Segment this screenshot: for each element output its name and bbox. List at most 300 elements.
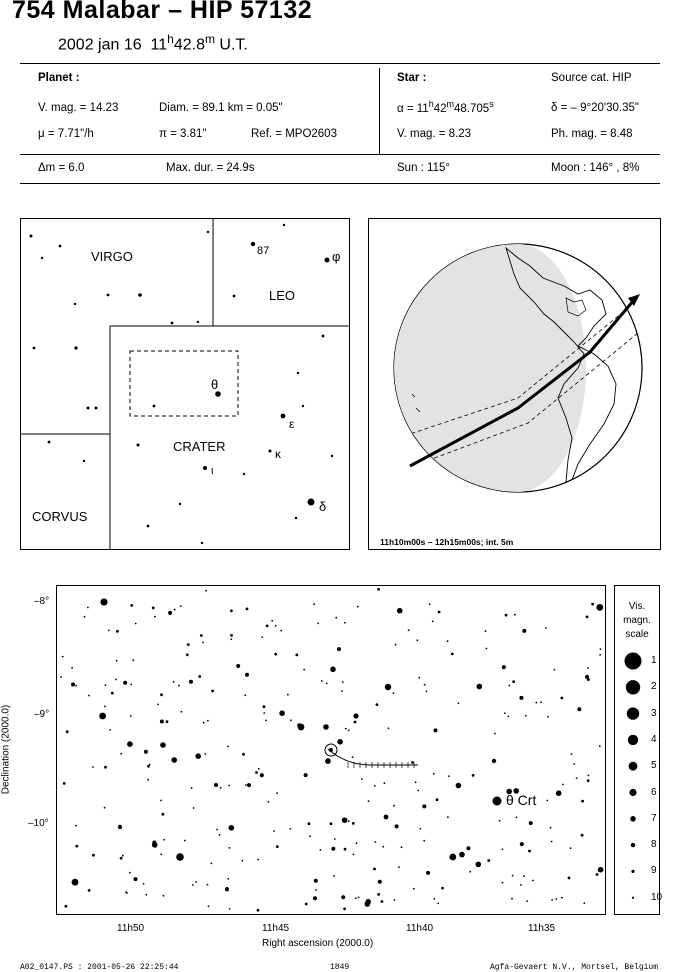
field-star xyxy=(129,872,131,874)
field-star xyxy=(348,820,350,822)
map-star xyxy=(302,405,304,407)
field-star xyxy=(207,720,209,722)
field-star xyxy=(276,792,278,794)
field-star xyxy=(469,871,471,873)
field-star xyxy=(330,667,336,673)
field-star xyxy=(516,816,518,818)
field-star xyxy=(476,862,482,868)
field-star xyxy=(75,685,77,687)
field-star xyxy=(357,606,359,608)
field-star xyxy=(384,782,386,784)
field-star xyxy=(394,899,396,901)
planet-diameter: Diam. = 89.1 km = 0.05" xyxy=(159,102,283,114)
field-star xyxy=(437,903,439,905)
magnitude-level-label: 5 xyxy=(651,760,657,772)
field-star xyxy=(104,705,106,707)
field-star xyxy=(166,720,169,723)
field-star xyxy=(587,678,590,681)
field-star xyxy=(587,775,589,777)
field-star xyxy=(135,623,137,625)
field-star xyxy=(246,608,249,611)
star-phmag: Ph. mag. = 8.48 xyxy=(551,128,633,140)
field-star xyxy=(331,847,335,851)
field-star xyxy=(343,907,346,910)
field-star xyxy=(276,845,279,848)
field-star xyxy=(382,846,384,848)
bright-star xyxy=(176,853,184,861)
y-tick-1: –8° xyxy=(34,596,50,607)
magnitude-dot-5 xyxy=(629,762,638,771)
label-corvus: CORVUS xyxy=(32,509,88,524)
field-star xyxy=(436,798,439,801)
field-star xyxy=(341,690,343,692)
star-chart xyxy=(56,585,606,915)
field-star xyxy=(502,882,504,884)
field-star xyxy=(600,648,602,650)
field-star xyxy=(65,905,68,908)
magnitude-dot-4 xyxy=(628,735,638,745)
map-star xyxy=(74,346,77,349)
field-star xyxy=(381,900,384,903)
field-star xyxy=(342,681,344,683)
field-star xyxy=(341,895,345,899)
field-star xyxy=(554,669,556,671)
ra-minutes-unit: m xyxy=(446,99,455,109)
field-star xyxy=(75,845,78,848)
field-star xyxy=(342,817,348,823)
field-star xyxy=(502,665,506,669)
field-star xyxy=(280,630,282,632)
map-star xyxy=(243,473,245,475)
field-star xyxy=(415,781,417,783)
field-star xyxy=(573,763,575,765)
map-star xyxy=(153,405,156,408)
field-star xyxy=(523,875,525,877)
field-star xyxy=(377,588,380,591)
field-star xyxy=(511,898,513,900)
field-star xyxy=(120,753,122,755)
field-star xyxy=(263,712,265,714)
field-star xyxy=(261,636,263,638)
map-star xyxy=(83,460,85,462)
field-star xyxy=(105,684,107,686)
x-tick-1: 11h50 xyxy=(117,923,145,934)
field-star xyxy=(219,834,221,836)
map-star xyxy=(308,499,315,506)
planet-motion: μ = 7.71"/h xyxy=(38,128,94,140)
field-star xyxy=(358,897,360,899)
field-star xyxy=(368,800,370,802)
field-star xyxy=(502,849,504,851)
max-duration: Max. dur. = 24.9s xyxy=(166,162,255,174)
field-star xyxy=(393,692,395,694)
field-star xyxy=(154,616,156,618)
field-star xyxy=(257,909,260,912)
field-star xyxy=(258,768,260,770)
field-star xyxy=(529,821,533,825)
map-star xyxy=(33,347,36,350)
field-star xyxy=(314,879,318,883)
field-star xyxy=(512,875,514,877)
field-star xyxy=(308,822,311,825)
field-star xyxy=(127,741,133,747)
field-star xyxy=(330,822,333,825)
field-star xyxy=(344,848,347,851)
chart-field-box xyxy=(130,351,238,416)
bright-star xyxy=(353,713,358,718)
field-star xyxy=(245,784,247,786)
field-star xyxy=(486,648,488,650)
field-star xyxy=(441,887,444,890)
field-star xyxy=(205,590,207,592)
event-hour: 11 xyxy=(150,36,168,54)
field-star xyxy=(271,620,273,622)
field-star xyxy=(438,611,441,614)
map-star xyxy=(201,542,203,544)
field-star xyxy=(599,745,601,747)
field-star xyxy=(287,694,289,696)
magnitude-dot-3 xyxy=(627,707,639,719)
field-star xyxy=(352,756,354,758)
magnitude-dot-10 xyxy=(632,897,634,899)
field-star xyxy=(333,875,335,877)
field-star xyxy=(303,669,305,671)
x-tick-2: 11h45 xyxy=(262,923,290,934)
field-star xyxy=(570,847,572,849)
magnitude-dot-6 xyxy=(629,789,636,796)
field-star xyxy=(84,616,86,618)
footer-publisher: Agfa-Gevaert N.V., Mortsel, Belgium xyxy=(490,963,659,972)
field-star xyxy=(111,692,114,695)
field-star xyxy=(160,693,163,696)
field-star xyxy=(598,867,604,873)
field-star xyxy=(449,854,456,861)
constellation-map-graphic xyxy=(20,218,350,550)
field-star xyxy=(195,753,201,759)
field-star xyxy=(365,901,371,907)
field-star xyxy=(257,859,259,861)
field-star xyxy=(104,766,107,769)
field-star xyxy=(75,825,77,827)
magnitude-dot-1 xyxy=(625,653,642,670)
field-star xyxy=(487,859,490,862)
field-star xyxy=(393,805,395,807)
field-star xyxy=(551,841,553,843)
field-star xyxy=(255,771,258,774)
star-declination: δ = – 9°20'30.35" xyxy=(551,102,639,114)
field-star xyxy=(265,720,267,722)
magnitude-dot-9 xyxy=(631,870,634,873)
field-star xyxy=(220,787,222,789)
magnitude-level-label: 6 xyxy=(651,786,657,798)
scale-title-line3: scale xyxy=(625,629,649,640)
constellation-map xyxy=(20,218,350,550)
field-star xyxy=(132,659,134,661)
field-star xyxy=(304,773,308,777)
field-star xyxy=(126,892,128,894)
field-star xyxy=(550,827,552,829)
table-column-divider xyxy=(379,68,380,154)
field-star xyxy=(160,720,164,724)
field-star xyxy=(315,889,317,891)
field-star xyxy=(191,787,193,789)
field-star xyxy=(344,622,346,624)
field-star xyxy=(116,630,119,633)
field-star xyxy=(512,680,515,683)
label-phi: φ xyxy=(332,249,341,264)
field-star xyxy=(547,716,549,718)
x-tick-4: 11h35 xyxy=(528,923,556,934)
field-star xyxy=(334,838,336,840)
field-star xyxy=(545,627,547,629)
magnitude-level-label: 1 xyxy=(651,655,657,666)
constellation-stars xyxy=(30,224,334,544)
field-star xyxy=(348,729,350,731)
field-star xyxy=(526,900,528,902)
field-star xyxy=(295,654,298,657)
field-star xyxy=(273,830,275,832)
field-star xyxy=(130,604,133,607)
field-star xyxy=(432,621,434,623)
field-star xyxy=(535,702,537,704)
map-star xyxy=(297,372,299,374)
field-star xyxy=(99,713,106,720)
event-minute: 42.8 xyxy=(173,36,205,54)
earth-globe xyxy=(368,218,661,550)
y-axis-label: Declination (2000.0) xyxy=(0,704,12,795)
field-star xyxy=(180,605,182,607)
field-star xyxy=(472,774,475,777)
field-star xyxy=(200,634,203,637)
field-star xyxy=(108,630,110,632)
field-star xyxy=(242,753,245,756)
field-star xyxy=(186,653,189,656)
map-star xyxy=(325,258,330,263)
bright-star xyxy=(385,684,391,690)
field-star xyxy=(163,895,165,897)
field-star xyxy=(458,702,460,704)
field-star xyxy=(189,680,193,684)
field-star xyxy=(325,758,331,764)
map-star xyxy=(331,455,333,457)
field-star xyxy=(122,855,124,857)
field-star xyxy=(226,887,229,890)
field-star xyxy=(426,691,428,693)
footer-file-info: A02_0147.PS : 2001-05-26 22:25:44 xyxy=(20,963,179,972)
field-star xyxy=(434,728,438,732)
field-star xyxy=(88,695,90,697)
bright-star xyxy=(492,759,496,763)
field-star xyxy=(519,696,523,700)
field-star xyxy=(229,825,235,831)
field-star xyxy=(184,840,186,842)
field-star xyxy=(376,703,379,706)
field-star xyxy=(244,694,246,696)
map-star xyxy=(281,414,286,419)
scale-title-line2: magn. xyxy=(623,615,651,626)
field-star xyxy=(337,739,343,745)
field-star xyxy=(163,839,165,841)
field-star xyxy=(466,846,470,850)
field-star xyxy=(198,675,201,678)
field-star xyxy=(551,899,553,901)
x-axis-label: Right ascension (2000.0) xyxy=(262,938,374,949)
map-star xyxy=(107,294,110,297)
map-star xyxy=(233,295,236,298)
minute-unit: m xyxy=(204,32,215,46)
asteroid-current xyxy=(329,748,333,752)
field-star xyxy=(587,667,589,669)
field-star xyxy=(568,877,571,880)
target-star-theta-crt xyxy=(493,797,502,806)
field-star xyxy=(144,750,148,754)
field-star xyxy=(411,761,414,764)
field-star xyxy=(290,719,292,721)
field-star xyxy=(171,757,177,763)
x-tick-3: 11h40 xyxy=(406,923,434,934)
field-star xyxy=(433,773,435,775)
label-kappa: κ xyxy=(275,447,281,461)
field-star xyxy=(416,639,418,641)
magnitude-dot-7 xyxy=(630,816,636,822)
field-star xyxy=(433,898,435,900)
field-star xyxy=(71,667,73,669)
field-star xyxy=(116,660,118,662)
ra-seconds-unit: s xyxy=(489,99,494,109)
field-star xyxy=(418,677,420,679)
field-star xyxy=(395,644,397,646)
magnitude-dot-8 xyxy=(631,843,635,847)
field-star xyxy=(228,785,230,787)
field-star xyxy=(355,897,357,899)
field-star xyxy=(162,813,165,816)
map-star xyxy=(138,293,142,297)
ra-hours: α = 11 xyxy=(397,102,429,115)
map-star xyxy=(295,517,297,519)
event-date: 2002 jan 16 xyxy=(58,36,142,54)
field-star xyxy=(429,603,431,605)
field-star xyxy=(87,607,89,609)
field-star xyxy=(230,638,232,640)
field-star xyxy=(313,896,317,900)
map-star xyxy=(41,257,43,259)
map-star xyxy=(171,322,174,325)
field-star xyxy=(356,842,358,844)
field-star xyxy=(263,705,266,708)
bright-star xyxy=(118,825,122,829)
field-star xyxy=(587,779,590,782)
night-side-shading xyxy=(394,244,586,492)
bright-star xyxy=(100,598,107,605)
field-star xyxy=(520,842,524,846)
map-star xyxy=(197,321,199,323)
field-star xyxy=(398,866,400,868)
bright-star xyxy=(384,815,389,820)
field-star xyxy=(335,617,337,619)
label-delta: δ xyxy=(319,499,327,514)
field-star xyxy=(448,775,450,777)
field-star xyxy=(456,783,462,789)
map-star xyxy=(30,235,33,238)
field-star xyxy=(236,664,240,668)
scale-title-line1: Vis. xyxy=(628,601,646,612)
field-star xyxy=(337,647,341,651)
field-star xyxy=(195,881,197,883)
field-star xyxy=(266,625,269,628)
field-star xyxy=(596,604,603,611)
field-star xyxy=(152,841,156,845)
field-star xyxy=(377,893,380,896)
label-theta: θ xyxy=(211,377,219,392)
label-crater: CRATER xyxy=(173,439,226,454)
footer-page-number: 1849 xyxy=(330,963,350,972)
field-star xyxy=(417,790,419,792)
ra-seconds: 48.705 xyxy=(454,102,490,115)
map-star xyxy=(137,444,140,447)
magnitude-level-label: 7 xyxy=(651,812,657,824)
field-star xyxy=(599,654,601,656)
magnitude-level-label: 10 xyxy=(651,891,663,903)
field-star xyxy=(562,784,564,786)
magnitude-level-label: 2 xyxy=(651,681,657,693)
field-star xyxy=(147,779,149,781)
star-source-catalog: Source cat. HIP xyxy=(551,72,632,84)
map-star xyxy=(207,231,209,233)
map-star xyxy=(59,245,62,248)
field-star xyxy=(211,690,214,693)
hour-unit: h xyxy=(167,32,174,46)
field-star xyxy=(375,841,377,843)
field-star xyxy=(268,801,270,803)
field-star xyxy=(187,643,190,646)
field-star xyxy=(178,685,180,687)
map-star xyxy=(95,407,98,410)
map-star xyxy=(215,391,221,397)
field-star xyxy=(522,629,526,633)
field-star xyxy=(180,711,182,713)
field-star xyxy=(160,800,162,802)
field-star xyxy=(157,704,159,706)
map-star xyxy=(269,450,272,453)
field-star xyxy=(508,685,510,687)
earth-globe-panel xyxy=(368,218,661,550)
field-star xyxy=(353,854,355,856)
field-star xyxy=(525,715,527,717)
sun-elongation: Sun : 115° xyxy=(397,162,450,174)
field-star xyxy=(485,630,487,632)
field-star xyxy=(123,681,127,685)
asteroid-track xyxy=(328,749,418,765)
field-star xyxy=(577,707,581,711)
field-star xyxy=(352,822,355,825)
field-star xyxy=(92,854,95,857)
field-star xyxy=(514,614,516,616)
y-tick-3: –10° xyxy=(28,818,49,829)
field-star xyxy=(424,684,426,686)
field-star xyxy=(72,879,79,886)
moon-info: Moon : 146° , 8% xyxy=(551,162,640,174)
time-system: U.T. xyxy=(219,36,248,54)
field-star xyxy=(71,683,75,687)
field-star xyxy=(147,765,150,768)
field-star xyxy=(152,607,155,610)
bright-star xyxy=(214,783,218,787)
field-star xyxy=(66,730,69,733)
field-star xyxy=(227,878,229,880)
y-tick-2: –9° xyxy=(34,709,50,720)
field-star xyxy=(168,611,172,615)
magnitude-scale-panel xyxy=(614,585,663,915)
